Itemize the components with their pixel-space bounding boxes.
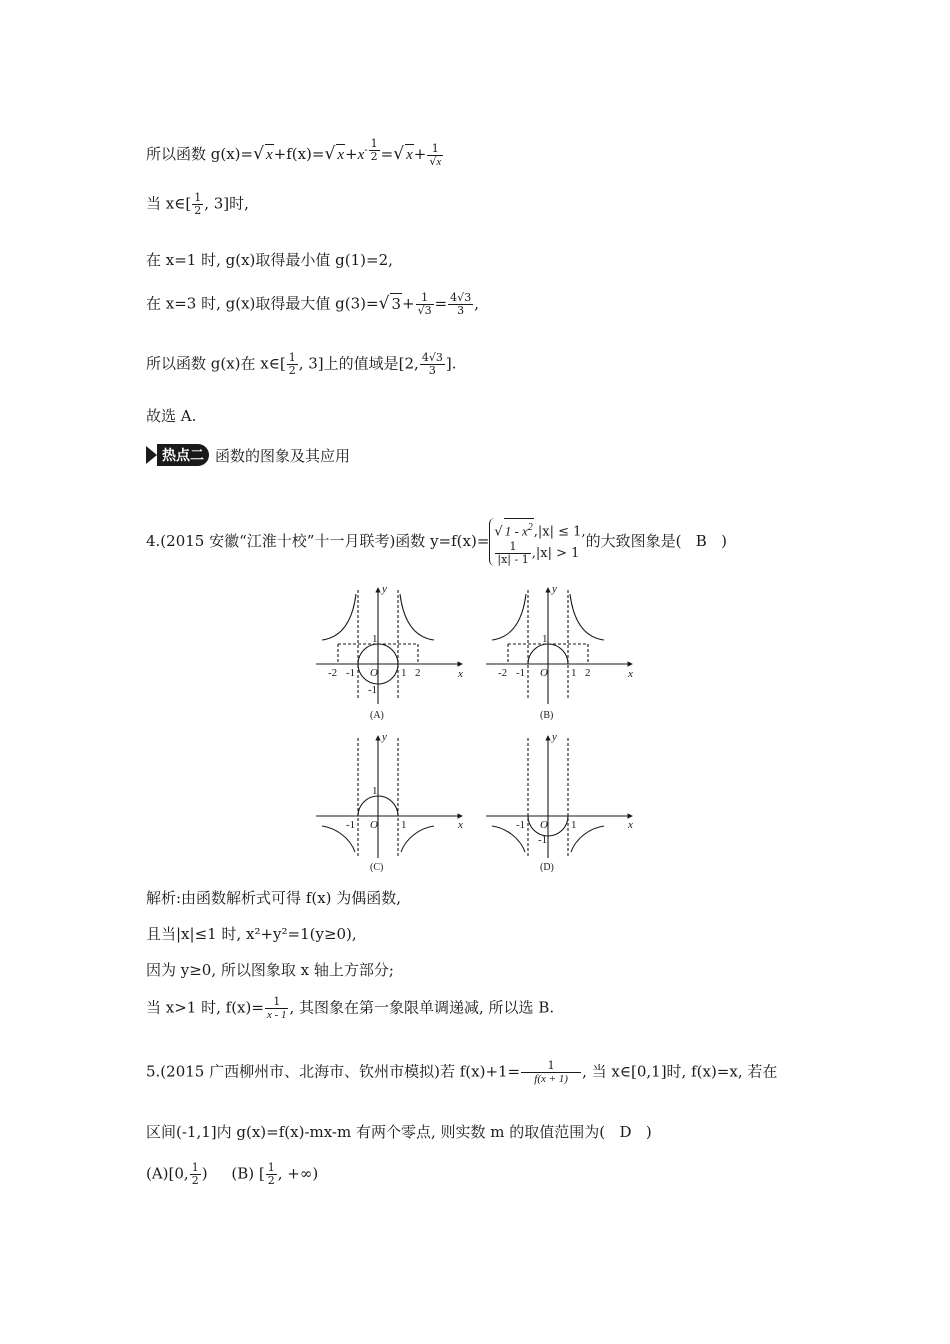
tick-label: 1 (401, 667, 407, 679)
origin-label: O (370, 819, 378, 831)
line-range (146, 352, 456, 377)
num: 1 (265, 996, 289, 1009)
tick-label: -1 (346, 819, 356, 831)
axis-x-label: x (628, 819, 633, 831)
den: 3 (428, 364, 436, 377)
sqrt-sign: √ (393, 144, 405, 164)
den: 2 (288, 364, 296, 377)
exp-sign: - (364, 145, 368, 156)
text: 5.(2015 广西柳州市、北海市、钦州市模拟)若 f(x)+1= (146, 1062, 521, 1081)
tick-label: -1 (516, 667, 526, 679)
question-4 (146, 518, 727, 566)
text: 所以函数 g(x)在 x∈[ (146, 354, 286, 373)
num: 1 (191, 1161, 199, 1174)
cond: ,|x| > 1 (531, 546, 580, 562)
axis-x-label: x (458, 668, 463, 680)
den: f(x + 1) (534, 1073, 568, 1085)
den: |x| - 1 (497, 553, 529, 567)
tick-label: 1 (372, 785, 378, 797)
den: 2 (267, 1174, 275, 1187)
var-x: x (357, 147, 365, 163)
origin-label: O (370, 667, 378, 679)
num: 1 (370, 137, 378, 150)
text: , 当 x∈[0,1]时, f(x)=x, 若在 (582, 1062, 778, 1081)
graph-a (316, 588, 462, 704)
text: 的大致图象是( (585, 532, 682, 551)
axis-y-label: y (552, 583, 557, 595)
section-title: 函数的图象及其应用 (215, 446, 351, 465)
num: 1 (521, 1060, 581, 1073)
var-x: x (436, 155, 442, 168)
text: = (380, 145, 394, 163)
num: 3 (464, 291, 472, 304)
line-g-def (146, 138, 444, 168)
caption-c: (C) (370, 862, 384, 873)
line-max: 在 x=3 时, g(x)取得最大值 g(3)=√ 3+ $\frac{1}{√3}$ = $\frac{4√3}{3}$ , (146, 291, 479, 317)
sqrt-sign: √ (253, 144, 264, 164)
num: 1 (495, 541, 530, 554)
text: = (434, 294, 448, 313)
option-b: (B) [ (231, 1164, 265, 1183)
axis-x-label: x (628, 668, 633, 680)
num: 1 (267, 1161, 275, 1174)
sqrt-sign: √ (324, 144, 336, 164)
num: 1 (416, 292, 434, 305)
text: +f(x)= (273, 145, 325, 163)
var-x: x (405, 144, 414, 165)
tick-label: 2 (415, 667, 421, 679)
expr: 1 - x (504, 523, 528, 539)
caption-a: (A) (370, 710, 384, 721)
text: 当 x>1 时, f(x)= (146, 998, 264, 1017)
text: , 3]时, (204, 194, 249, 213)
play-triangle-icon (146, 446, 157, 464)
section-tag: 热点二 (157, 444, 209, 466)
solution-line-3: 因为 y≥0, 所以图象取 x 轴上方部分; (146, 961, 394, 979)
sqrt-sign: √ (494, 524, 503, 540)
num: 3 (435, 351, 443, 364)
axis-x-label: x (458, 819, 463, 831)
sqrt-sign: √ (429, 154, 437, 168)
text: 区间(-1,1]内 g(x)=f(x)-mx-m 有两个零点, 则实数 m 的取值范围为( (146, 1123, 606, 1141)
var-x: x (265, 144, 274, 165)
tick-label: -1 (346, 667, 356, 679)
text: 在 x=3 时, g(x)取得最大值 g(3)= (146, 294, 379, 313)
num: 1 (427, 143, 443, 156)
tick-label: 1 (571, 819, 577, 831)
text: + (413, 145, 427, 163)
tick-label: -1 (516, 819, 526, 831)
num: 1 (288, 351, 296, 364)
graph-c (316, 736, 462, 858)
solution-line-1: 解析:由函数解析式可得 f(x) 为偶函数, (146, 889, 402, 907)
sqrt-sign: √ (378, 293, 390, 314)
text: ) (645, 1123, 652, 1141)
text: , 其图象在第一象限单调递减, 所以选 B. (289, 998, 555, 1017)
cond: ,|x| ≤ 1, (533, 524, 586, 540)
text: 当 x∈[ (146, 194, 192, 213)
den: x - 1 (266, 1009, 287, 1021)
var-x: x (336, 144, 345, 165)
den: 2 (191, 1174, 199, 1187)
line-answer: 故选 A. (146, 407, 197, 425)
sqrt-sign: √ (457, 291, 465, 304)
line-domain (146, 192, 249, 217)
den: 3 (424, 304, 432, 317)
caption-d: (D) (540, 862, 554, 873)
num-3: 3 (391, 294, 401, 313)
text: 所以函数 g(x)= (146, 145, 254, 163)
tick-label: -1 (368, 684, 378, 696)
text: ) (721, 532, 727, 551)
tick-label: 1 (401, 819, 407, 831)
sqrt-sign: √ (428, 351, 436, 364)
option-a: (A)[0, (146, 1164, 189, 1183)
line-min: 在 x=1 时, g(x)取得最小值 g(1)=2, (146, 251, 393, 269)
section-header (146, 444, 350, 466)
tick-label: 2 (585, 667, 591, 679)
text: 4.(2015 安徽“江淮十校”十一月联考)函数 y=f(x)= (146, 532, 490, 551)
origin-label: O (540, 819, 548, 831)
num: 4 (450, 291, 458, 304)
text: , 3]上的值域是[2, (298, 354, 419, 373)
tick-label: 1 (542, 633, 548, 645)
tick-label: 1 (372, 633, 378, 645)
num: 1 (194, 191, 202, 204)
text: + (345, 145, 358, 163)
axis-y-label: y (382, 583, 387, 595)
num: 4 (421, 351, 429, 364)
option-graphs (300, 580, 650, 880)
option-b-end: , +∞) (277, 1164, 319, 1183)
den: 2 (370, 150, 378, 163)
den: 2 (194, 204, 202, 217)
solution-line-2: 且当|x|≤1 时, x²+y²=1(y≥0), (146, 925, 357, 943)
den: 3 (457, 304, 465, 317)
tick-label: -2 (498, 667, 508, 679)
question-5-line-2 (146, 1122, 652, 1142)
graph-b (486, 588, 632, 704)
text: ]. (445, 354, 457, 373)
question-5-options (146, 1162, 318, 1187)
answer-choice: D (619, 1123, 632, 1141)
question-5-line-1 (146, 1060, 777, 1085)
origin-label: O (540, 667, 548, 679)
piecewise-brace: √ $1 - x^2,|x| \le 1$, $\frac{1}{|x| - 1}$ ,|x| > 1 (489, 518, 585, 566)
graph-d (486, 736, 632, 858)
tick-label: -1 (538, 834, 548, 846)
option-a-end: ) (201, 1164, 208, 1183)
axis-y-label: y (382, 731, 387, 743)
tick-label: 1 (571, 667, 577, 679)
caption-b: (B) (540, 710, 554, 721)
tick-label: -2 (328, 667, 338, 679)
axis-y-label: y (552, 731, 557, 743)
answer-choice: B (695, 532, 707, 551)
solution-line-4 (146, 996, 554, 1021)
sqrt-sign: √ (417, 304, 425, 317)
